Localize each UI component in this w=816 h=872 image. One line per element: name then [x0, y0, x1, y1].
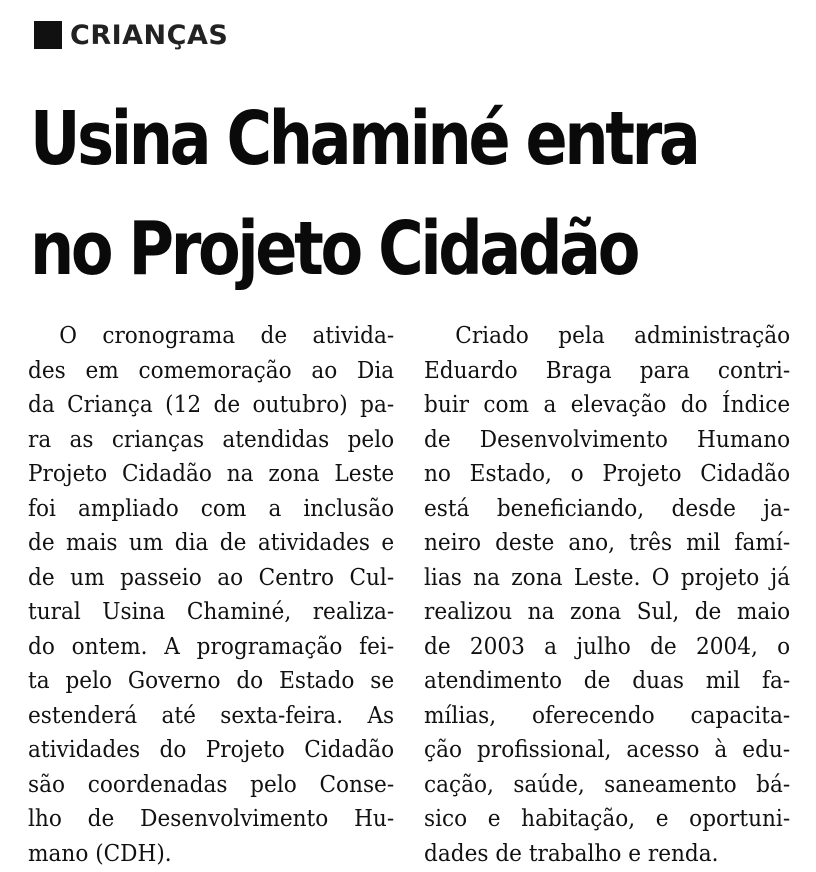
body-line: estenderá até sexta-feira. As	[28, 700, 395, 729]
body-line: cação, saúde, saneamento bá-	[424, 769, 791, 798]
body-line: mílias, oferecendo capacita-	[424, 700, 791, 729]
headline-line: Usina Chaminé entra	[30, 96, 698, 182]
body-line: O cronograma de ativida-	[59, 321, 395, 349]
body-line: no Estado, o Projeto Cidadão	[424, 459, 791, 487]
body-line: des em comemoração ao Dia	[28, 355, 395, 384]
body-line: Criado pela administração	[455, 321, 791, 349]
headline-line: no Projeto Cidadão	[30, 206, 638, 292]
body-line: da Criança (12 de outubro) pa-	[28, 390, 395, 418]
body-line: de mais um dia de atividades e	[28, 528, 395, 556]
body-line: buir com a elevação do Índice	[424, 390, 791, 418]
body-line: ra as crianças atendidas pelo	[28, 424, 395, 453]
article-column-right	[424, 318, 790, 870]
body-line: lias na zona Leste. O projeto já	[424, 562, 791, 591]
body-line: do ontem. A programação fei-	[28, 631, 395, 660]
body-line: mano (CDH).	[28, 838, 172, 867]
body-line: tural Usina Chaminé, realiza-	[28, 597, 395, 625]
body-line: dades de trabalho e renda.	[424, 838, 719, 867]
body-line: atendimento de duas mil fa-	[424, 666, 791, 694]
body-line: lho de Desenvolvimento Hu-	[28, 804, 395, 832]
body-line: realizou na zona Sul, de maio	[424, 597, 791, 625]
body-line: são coordenadas pelo Conse-	[28, 769, 395, 798]
body-line: Projeto Cidadão na zona Leste	[28, 459, 395, 487]
body-line: atividades do Projeto Cidadão	[28, 735, 395, 763]
section-square-icon	[34, 21, 62, 49]
body-line: foi ampliado com a inclusão	[28, 493, 395, 522]
body-line: neiro deste ano, três mil famí-	[424, 528, 791, 556]
headline	[30, 84, 698, 304]
body-line: ta pelo Governo do Estado se	[28, 666, 395, 694]
body-line: Eduardo Braga para contri-	[424, 355, 791, 384]
body-line: de Desenvolvimento Humano	[424, 424, 791, 453]
section-tag	[34, 18, 228, 52]
body-line: ção profissional, acesso à edu-	[424, 735, 791, 763]
body-line: de um passeio ao Centro Cul-	[28, 562, 395, 591]
body-line: de 2003 a julho de 2004, o	[424, 631, 791, 660]
body-line: sico e habitação, e oportuni-	[424, 804, 791, 832]
body-line: está beneficiando, desde ja-	[424, 493, 791, 522]
article-column-left	[28, 318, 394, 870]
section-label: CRIANÇAS	[70, 19, 229, 51]
